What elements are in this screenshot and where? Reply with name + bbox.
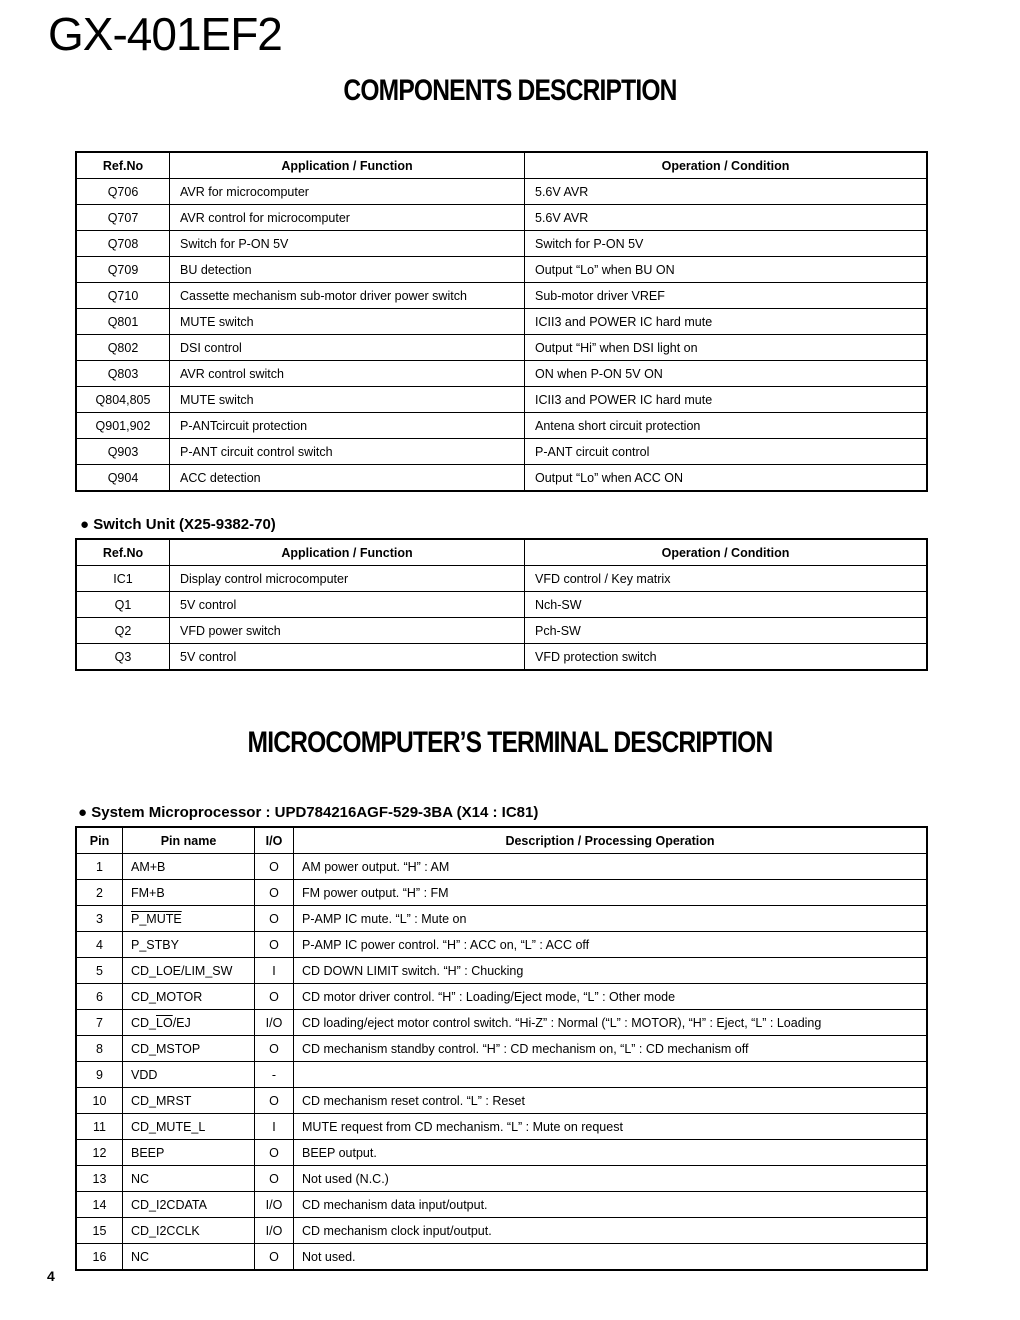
column-header: Pin name — [123, 828, 255, 854]
table-cell: P-AMP IC mute. “L” : Mute on — [294, 906, 927, 932]
table-cell: BU detection — [170, 257, 525, 283]
table-cell: CD mechanism standby control. “H” : CD mechanism on, “L” : CD mechanism off — [294, 1036, 927, 1062]
column-header: I/O — [255, 828, 294, 854]
table-cell: CD_I2CCLK — [123, 1218, 255, 1244]
table-cell: 11 — [77, 1114, 123, 1140]
table-cell: CD DOWN LIMIT switch. “H” : Chucking — [294, 958, 927, 984]
table-cell: 8 — [77, 1036, 123, 1062]
table-cell: O — [255, 1036, 294, 1062]
table-cell: VFD control / Key matrix — [525, 566, 927, 592]
table-row — [77, 880, 927, 906]
table-row — [77, 205, 927, 231]
table-row — [77, 413, 927, 439]
table-cell: Q708 — [77, 231, 170, 257]
table-cell: CD_MRST — [123, 1088, 255, 1114]
column-header: Operation / Condition — [525, 153, 927, 179]
table-row — [77, 439, 927, 465]
table-cell: Output “Lo” when ACC ON — [525, 465, 927, 491]
table-row — [77, 283, 927, 309]
table-cell: BEEP output. — [294, 1140, 927, 1166]
table-cell: Q803 — [77, 361, 170, 387]
switch-unit-title: ● Switch Unit (X25-9382-70) — [80, 516, 276, 533]
table-row — [77, 465, 927, 491]
column-header: Application / Function — [170, 540, 525, 566]
table-row — [77, 387, 927, 413]
table-cell: Q903 — [77, 439, 170, 465]
table-row — [77, 257, 927, 283]
table-cell: P_MUTE — [123, 906, 255, 932]
table-cell: Q709 — [77, 257, 170, 283]
table-cell: O — [255, 1140, 294, 1166]
table-row — [77, 361, 927, 387]
table-cell: DSI control — [170, 335, 525, 361]
table-cell: 15 — [77, 1218, 123, 1244]
table-cell: Q901,902 — [77, 413, 170, 439]
table-cell: ICII3 and POWER IC hard mute — [525, 387, 927, 413]
table-cell: MUTE switch — [170, 309, 525, 335]
terminal-rows — [77, 854, 927, 1270]
table-cell: O — [255, 984, 294, 1010]
table-cell: CD_MSTOP — [123, 1036, 255, 1062]
table-cell: AM+B — [123, 854, 255, 880]
column-header: Application / Function — [170, 153, 525, 179]
table-cell: Switch for P-ON 5V — [170, 231, 525, 257]
table-cell: 5.6V AVR — [525, 205, 927, 231]
terminal-table — [76, 827, 927, 1270]
table-row — [77, 1218, 927, 1244]
table-cell: FM+B — [123, 880, 255, 906]
table-cell: AVR for microcomputer — [170, 179, 525, 205]
table-cell: 10 — [77, 1088, 123, 1114]
table-row — [77, 1114, 927, 1140]
table-row — [77, 644, 927, 670]
table-cell: O — [255, 932, 294, 958]
table-row — [77, 1010, 927, 1036]
table-cell: CD mechanism data input/output. — [294, 1192, 927, 1218]
table-cell: IC1 — [77, 566, 170, 592]
page-number: 4 — [47, 1268, 55, 1284]
table-cell: O — [255, 1244, 294, 1270]
table-cell: ON when P-ON 5V ON — [525, 361, 927, 387]
table-cell: 5V control — [170, 644, 525, 670]
table-cell: NC — [123, 1244, 255, 1270]
table-cell: ACC detection — [170, 465, 525, 491]
table-cell: O — [255, 854, 294, 880]
table-cell: AM power output. “H” : AM — [294, 854, 927, 880]
table-cell: Cassette mechanism sub-motor driver power switch — [170, 283, 525, 309]
table-row — [77, 906, 927, 932]
table-cell: 14 — [77, 1192, 123, 1218]
table-cell: CD_MOTOR — [123, 984, 255, 1010]
table-cell: 7 — [77, 1010, 123, 1036]
table-cell: 2 — [77, 880, 123, 906]
table-row — [77, 1244, 927, 1270]
table-row — [77, 335, 927, 361]
table-cell: CD loading/eject motor control switch. “Hi-Z” : Normal (“L” : MOTOR), “H” : Eject, “L” : Loading — [294, 1010, 927, 1036]
table-cell: O — [255, 906, 294, 932]
table-cell: 3 — [77, 906, 123, 932]
table-cell: MUTE switch — [170, 387, 525, 413]
table-cell: AVR control for microcomputer — [170, 205, 525, 231]
table-cell: ICII3 and POWER IC hard mute — [525, 309, 927, 335]
table-header-row — [77, 540, 927, 566]
microcomputer-title: MICROCOMPUTER’S TERMINAL DESCRIPTION — [247, 726, 773, 759]
table-cell: Q3 — [77, 644, 170, 670]
table-cell: Q801 — [77, 309, 170, 335]
table-cell: Switch for P-ON 5V — [525, 231, 927, 257]
table-row — [77, 618, 927, 644]
table-row — [77, 566, 927, 592]
table-cell: Q802 — [77, 335, 170, 361]
components-rows — [77, 179, 927, 491]
switch-unit-rows — [77, 566, 927, 670]
table-cell: I — [255, 1114, 294, 1140]
table-header-row — [77, 153, 927, 179]
table-cell: O — [255, 1166, 294, 1192]
table-cell: $CD\_\overline{LO}/EJ$ — [123, 1010, 255, 1036]
table-cell: Display control microcomputer — [170, 566, 525, 592]
table-cell: 4 — [77, 932, 123, 958]
column-header: Operation / Condition — [525, 540, 927, 566]
table-row — [77, 592, 927, 618]
table-row — [77, 1140, 927, 1166]
table-cell: O — [255, 880, 294, 906]
table-row — [77, 984, 927, 1010]
table-cell: Q1 — [77, 592, 170, 618]
table-cell: MUTE request from CD mechanism. “L” : Mute on request — [294, 1114, 927, 1140]
table-row — [77, 231, 927, 257]
table-cell: P-ANTcircuit protection — [170, 413, 525, 439]
table-cell: VFD power switch — [170, 618, 525, 644]
table-header-row — [77, 828, 927, 854]
table-cell: Nch-SW — [525, 592, 927, 618]
table-cell: 6 — [77, 984, 123, 1010]
table-cell: CD mechanism reset control. “L” : Reset — [294, 1088, 927, 1114]
table-cell: P_STBY — [123, 932, 255, 958]
table-row — [77, 932, 927, 958]
table-cell: I/O — [255, 1010, 294, 1036]
column-header: Pin — [77, 828, 123, 854]
table-row — [77, 1192, 927, 1218]
table-cell: Antena short circuit protection — [525, 413, 927, 439]
table-cell: Q804,805 — [77, 387, 170, 413]
table-cell: P-ANT circuit control — [525, 439, 927, 465]
table-cell: O — [255, 1088, 294, 1114]
table-cell: CD_I2CDATA — [123, 1192, 255, 1218]
table-cell: AVR control switch — [170, 361, 525, 387]
table-cell: Q904 — [77, 465, 170, 491]
table-cell: P-ANT circuit control switch — [170, 439, 525, 465]
table-cell: Q706 — [77, 179, 170, 205]
table-cell: I/O — [255, 1218, 294, 1244]
table-cell: 1 — [77, 854, 123, 880]
system-microprocessor-title: ● System Microprocessor : UPD784216AGF-529-3BA (X14 : IC81) — [78, 804, 539, 821]
table-cell: Not used. — [294, 1244, 927, 1270]
table-cell: CD mechanism clock input/output. — [294, 1218, 927, 1244]
table-row — [77, 1166, 927, 1192]
table-cell: Not used (N.C.) — [294, 1166, 927, 1192]
table-row — [77, 854, 927, 880]
table-cell: VFD protection switch — [525, 644, 927, 670]
model-number: GX-401EF2 — [48, 8, 282, 60]
table-cell: 12 — [77, 1140, 123, 1166]
table-cell: Pch-SW — [525, 618, 927, 644]
switch-unit-table — [76, 539, 927, 670]
column-header: Ref.No — [77, 540, 170, 566]
components-title: COMPONENTS DESCRIPTION — [343, 74, 677, 107]
table-row — [77, 958, 927, 984]
table-cell: NC — [123, 1166, 255, 1192]
table-cell: Sub-motor driver VREF — [525, 283, 927, 309]
table-cell: I/O — [255, 1192, 294, 1218]
table-cell: 5 — [77, 958, 123, 984]
table-cell: CD motor driver control. “H” : Loading/Eject mode, “L” : Other mode — [294, 984, 927, 1010]
table-cell: Output “Hi” when DSI light on — [525, 335, 927, 361]
table-row — [77, 1062, 927, 1088]
table-row — [77, 1036, 927, 1062]
components-table — [76, 152, 927, 491]
table-cell: Q710 — [77, 283, 170, 309]
table-cell: 16 — [77, 1244, 123, 1270]
table-cell: I — [255, 958, 294, 984]
table-row — [77, 309, 927, 335]
table-cell: CD_MUTE_L — [123, 1114, 255, 1140]
table-cell: BEEP — [123, 1140, 255, 1166]
table-cell: 5.6V AVR — [525, 179, 927, 205]
table-cell: Q2 — [77, 618, 170, 644]
table-cell: CD_LOE/LIM_SW — [123, 958, 255, 984]
table-row — [77, 1088, 927, 1114]
table-cell: 13 — [77, 1166, 123, 1192]
table-cell: VDD — [123, 1062, 255, 1088]
table-cell: Output “Lo” when BU ON — [525, 257, 927, 283]
table-cell: 5V control — [170, 592, 525, 618]
table-cell: - — [255, 1062, 294, 1088]
table-cell: 9 — [77, 1062, 123, 1088]
table-cell — [294, 1062, 927, 1088]
column-header: Ref.No — [77, 153, 170, 179]
table-cell: P-AMP IC power control. “H” : ACC on, “L” : ACC off — [294, 932, 927, 958]
table-cell: FM power output. “H” : FM — [294, 880, 927, 906]
table-row — [77, 179, 927, 205]
table-cell: Q707 — [77, 205, 170, 231]
column-header: Description / Processing Operation — [294, 828, 927, 854]
